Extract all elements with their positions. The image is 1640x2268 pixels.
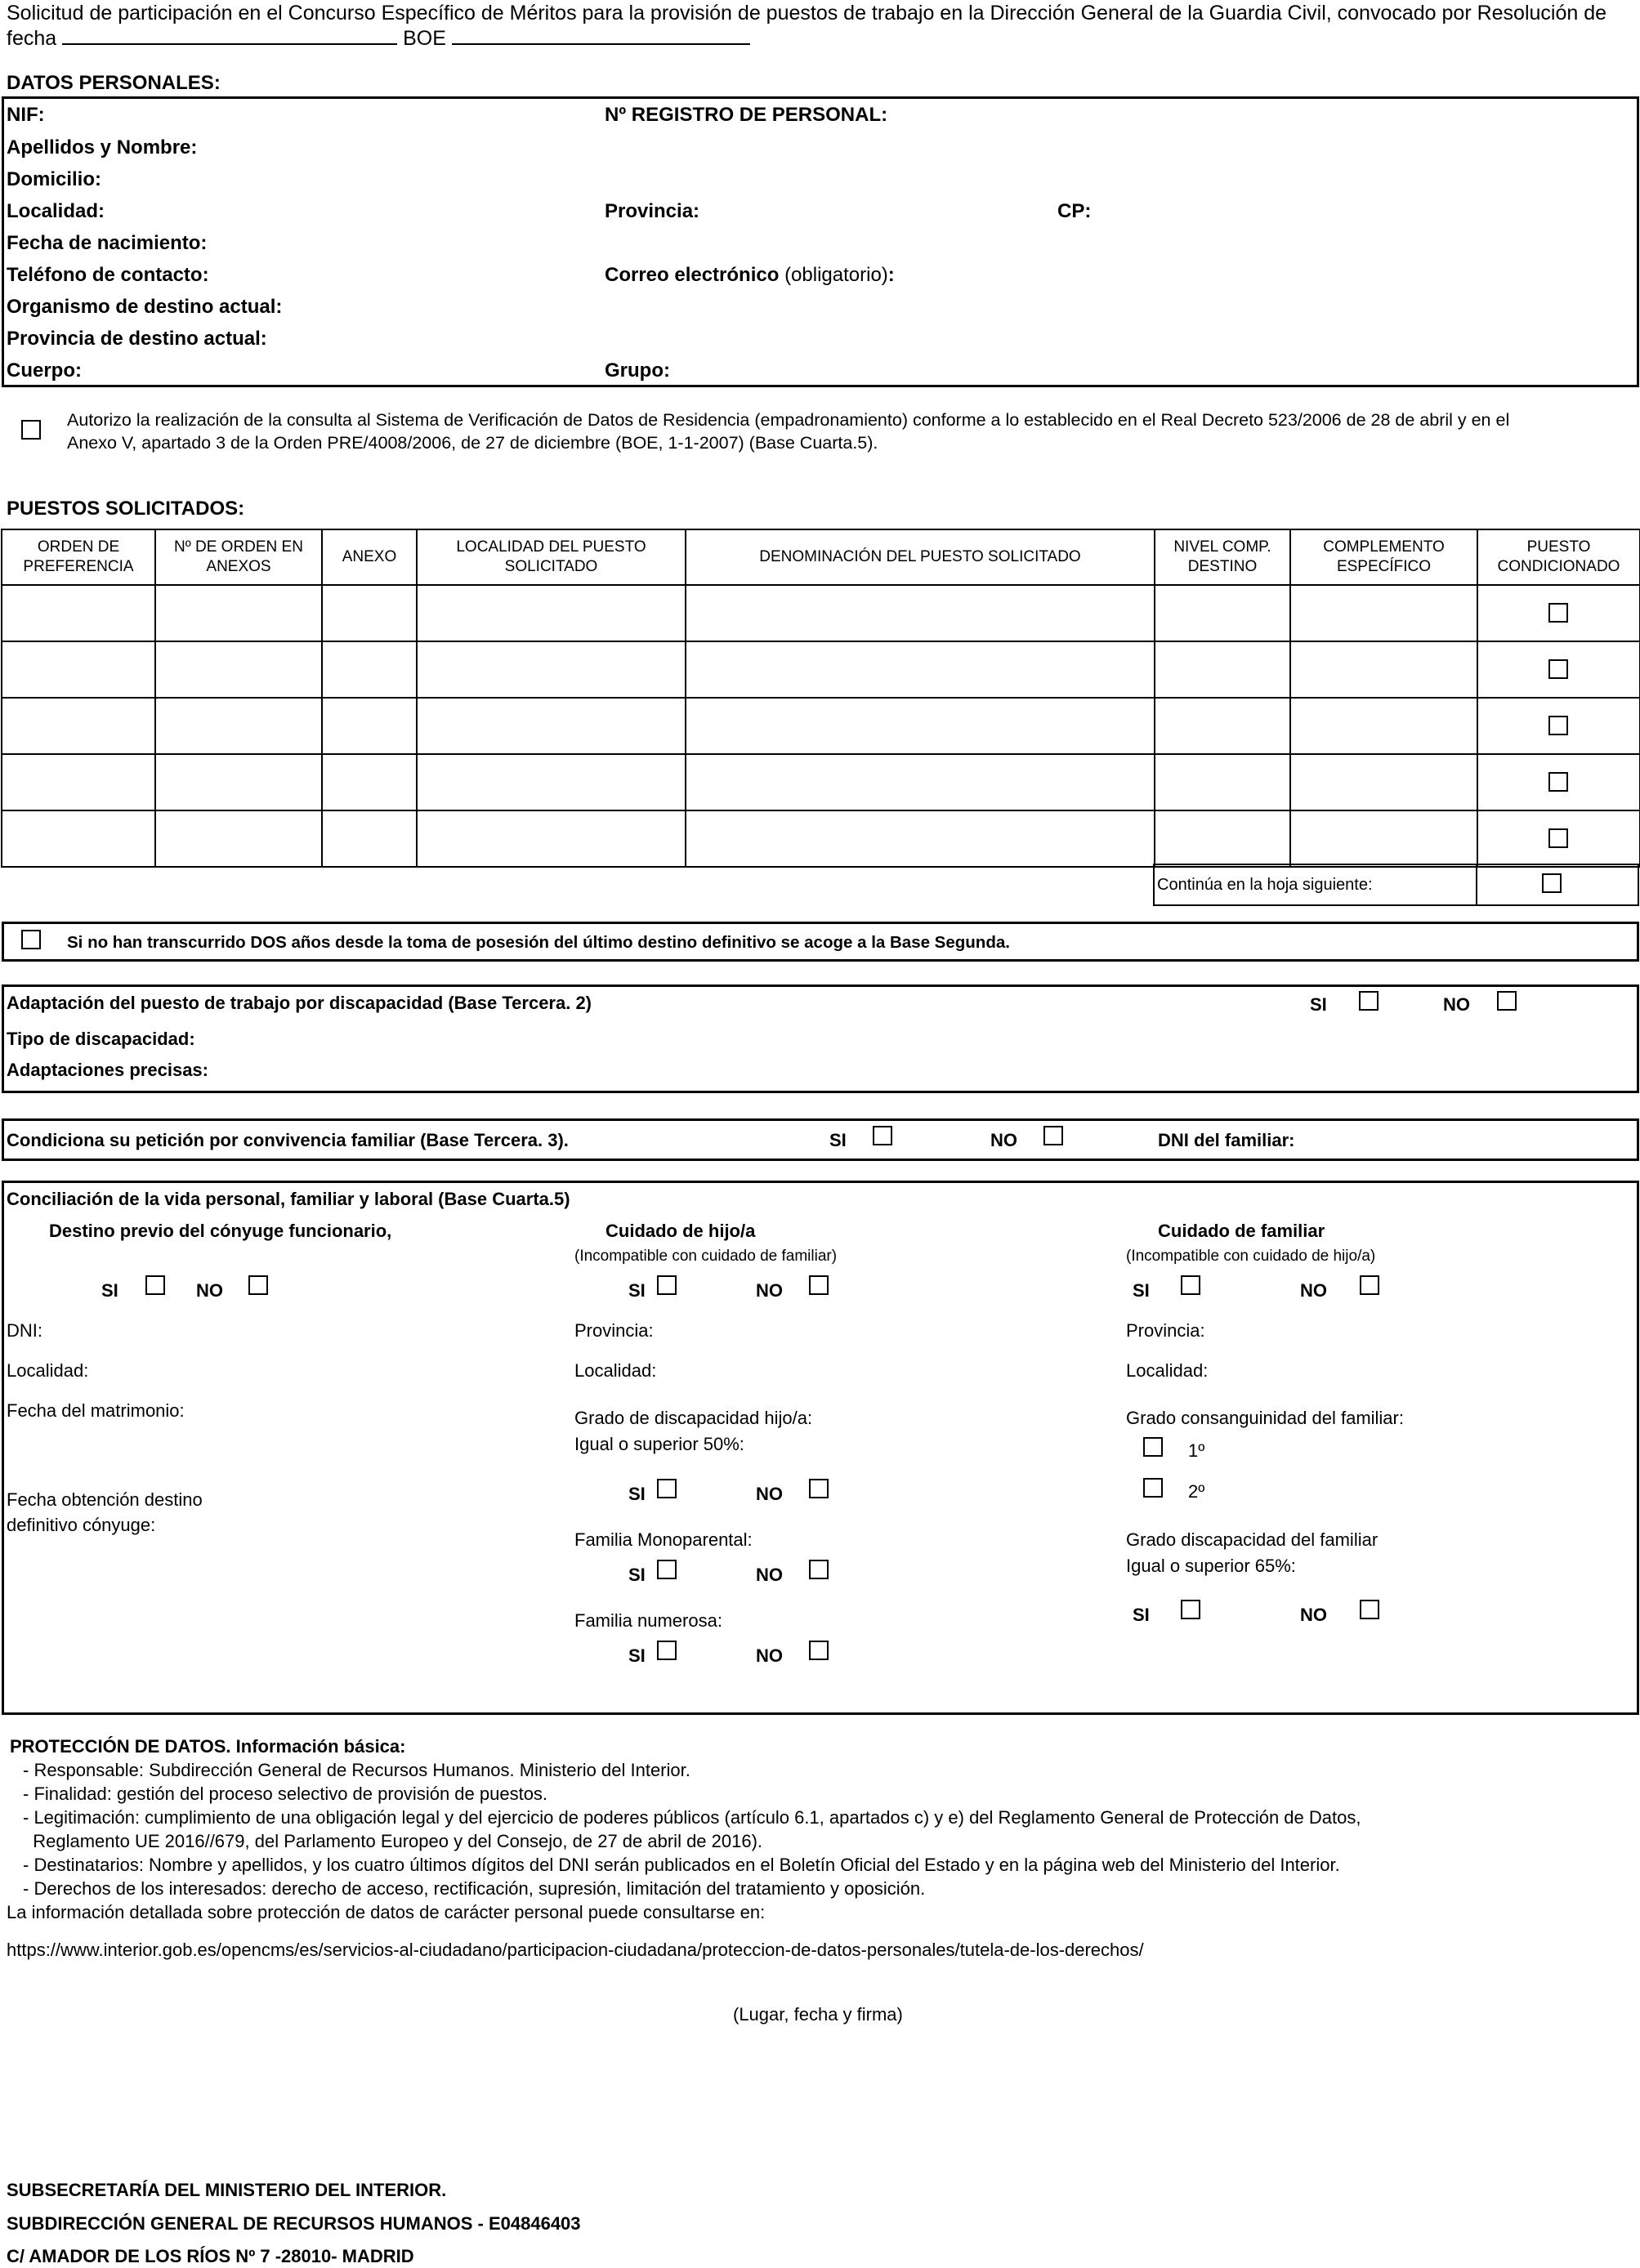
hijo-grado-line1: Grado de discapacidad hijo/a: — [574, 1408, 813, 1428]
cuerpo-label: Cuerpo: — [7, 359, 82, 382]
familiar-note: (Incompatible con cuidado de hijo/a) — [1126, 1248, 1376, 1265]
puestos-header-row — [2, 529, 1640, 585]
proteccion-url[interactable]: https://www.interior.gob.es/opencms/es/servicios-al-ciudadano/participacion-ciudadana/proteccion-de-datos-personales/tutela-de-los-derechos/ — [7, 1940, 1144, 1960]
datos-personales-title: DATOS PERSONALES: — [7, 72, 221, 94]
numerosa-no-label: NO — [756, 1645, 783, 1666]
monoparental-label: Familia Monoparental: — [574, 1529, 753, 1550]
autorizo-line2: Anexo V, apartado 3 de la Orden PRE/4008/2006, de 27 de diciembre (BOE, 1-1-2007) (Base Cuarta.5). — [67, 433, 878, 453]
numerosa-label: Familia numerosa: — [574, 1610, 722, 1631]
table-cell[interactable] — [322, 585, 417, 641]
conyuge-dni-label: DNI: — [7, 1320, 42, 1341]
table-cell[interactable] — [417, 698, 686, 754]
monoparental-si-checkbox[interactable] — [657, 1560, 677, 1579]
table-cell[interactable] — [322, 641, 417, 698]
col-complemento: COMPLEMENTO ESPECÍFICO — [1290, 529, 1477, 585]
hijo-grado-si-checkbox[interactable] — [657, 1479, 677, 1498]
grado1-label: 1º — [1188, 1440, 1205, 1461]
correo-note: (obligatorio) — [784, 264, 888, 286]
footer-line1: SUBSECRETARÍA DEL MINISTERIO DEL INTERIOR. — [7, 2180, 447, 2200]
hijo-grado-si-label: SI — [628, 1484, 646, 1504]
table-cell[interactable] — [686, 641, 1155, 698]
convivencia-si-label: SI — [829, 1130, 847, 1150]
familiar-discap-line1: Grado discapacidad del familiar — [1126, 1529, 1379, 1550]
proteccion-item: - Responsable: Subdirección General de Recursos Humanos. Ministerio del Interior. — [23, 1760, 690, 1780]
col-orden-anexos: Nº DE ORDEN EN ANEXOS — [155, 529, 322, 585]
continua-divider — [1476, 864, 1477, 906]
hijo-grado-no-checkbox[interactable] — [809, 1479, 829, 1498]
col-condicionado: PUESTO CONDICIONADO — [1477, 529, 1640, 585]
condicionado-cell — [1477, 754, 1640, 810]
intro-text: Solicitud de participación en el Concurso Específico de Méritos para la provisión de puestos de trabajo en la Dirección General de la Guardia Civil, convocado por Resolución de — [7, 2, 1607, 25]
table-cell[interactable] — [686, 585, 1155, 641]
numerosa-si-checkbox[interactable] — [657, 1641, 677, 1660]
table-cell[interactable] — [686, 754, 1155, 810]
fecha-obtencion-line1: Fecha obtención destino — [7, 1489, 203, 1510]
hijo-si-checkbox[interactable] — [657, 1275, 677, 1295]
adaptacion-si-label: SI — [1310, 994, 1327, 1015]
conyuge-no-checkbox[interactable] — [248, 1275, 268, 1295]
conyuge-si-label: SI — [101, 1280, 118, 1301]
hijo-no-checkbox[interactable] — [809, 1275, 829, 1295]
familiar-discap-no-checkbox[interactable] — [1360, 1600, 1379, 1619]
boe-label: BOE — [403, 27, 446, 50]
registro-label: Nº REGISTRO DE PERSONAL: — [605, 104, 888, 126]
autorizo-line1: Autorizo la realización de la consulta al Sistema de Verificación de Datos de Residencia (empadronamiento) conforme a lo establecido en el Real Decreto 523/2006 de 28 de abril y en el — [67, 410, 1510, 430]
adaptacion-no-checkbox[interactable] — [1497, 991, 1517, 1011]
adaptaciones-label: Adaptaciones precisas: — [7, 1060, 208, 1080]
base-segunda-checkbox[interactable] — [21, 930, 41, 949]
correo-label — [605, 264, 895, 287]
table-row — [2, 810, 1640, 867]
familiar-no-label: NO — [1300, 1280, 1327, 1301]
consanguinidad-label: Grado consanguinidad del familiar: — [1126, 1408, 1404, 1428]
conyuge-title: Destino previo del cónyuge funcionario, — [49, 1221, 392, 1241]
proteccion-item: Reglamento UE 2016//679, del Parlamento Europeo y del Consejo, de 27 de abril de 2016). — [23, 1831, 763, 1851]
table-cell[interactable] — [1155, 754, 1290, 810]
monoparental-si-label: SI — [628, 1565, 646, 1585]
numerosa-no-checkbox[interactable] — [809, 1641, 829, 1660]
provincia-destino-label: Provincia de destino actual: — [7, 328, 267, 350]
hijo-grado-no-label: NO — [756, 1484, 783, 1504]
table-cell[interactable] — [2, 810, 155, 867]
grado1-checkbox[interactable] — [1143, 1437, 1163, 1457]
condicionado-cell — [1477, 698, 1640, 754]
telefono-label: Teléfono de contacto: — [7, 264, 209, 286]
condicionado-cell — [1477, 585, 1640, 641]
familiar-discap-line2: Igual o superior 65%: — [1126, 1556, 1296, 1576]
hijo-grado-line2: Igual o superior 50%: — [574, 1434, 744, 1454]
hijo-si-label: SI — [628, 1280, 646, 1301]
col-nivel: NIVEL COMP. DESTINO — [1155, 529, 1290, 585]
hijo-title: Cuidado de hijo/a — [606, 1221, 756, 1241]
continua-checkbox[interactable] — [1542, 873, 1562, 893]
organismo-label: Organismo de destino actual: — [7, 296, 283, 318]
table-row — [2, 585, 1640, 641]
table-cell[interactable] — [155, 585, 322, 641]
nif-label: NIF: — [7, 104, 45, 126]
conyuge-localidad-label: Localidad: — [7, 1360, 89, 1381]
conyuge-si-checkbox[interactable] — [145, 1275, 165, 1295]
table-cell[interactable] — [1290, 585, 1477, 641]
monoparental-no-label: NO — [756, 1565, 783, 1585]
table-cell[interactable] — [1290, 810, 1477, 867]
familiar-localidad-label: Localidad: — [1126, 1360, 1209, 1381]
puestos-table — [1, 529, 1640, 868]
familiar-discap-si-checkbox[interactable] — [1181, 1600, 1200, 1619]
condicionado-checkbox[interactable] — [1548, 828, 1568, 848]
table-cell[interactable] — [1290, 641, 1477, 698]
col-orden-preferencia: ORDEN DE PREFERENCIA — [2, 529, 155, 585]
proteccion-item: - Destinatarios: Nombre y apellidos, y los cuatro últimos dígitos del DNI serán publicados en el Boletín Oficial del Estado y en la página web del Ministerio del Interior. — [23, 1855, 1340, 1875]
correo-label-text: Correo electrónico — [605, 264, 780, 286]
base-segunda-text: Si no han transcurrido DOS años desde la toma de posesión del último destino definitivo se acoge a la Base Segunda. — [67, 933, 1010, 952]
table-cell[interactable] — [155, 698, 322, 754]
conyuge-no-label: NO — [196, 1280, 223, 1301]
fecha-label: fecha — [7, 27, 57, 50]
condicionado-cell — [1477, 641, 1640, 698]
grupo-label: Grupo: — [605, 359, 670, 382]
fecha-obtencion-line2: definitivo cónyuge: — [7, 1515, 156, 1535]
monoparental-no-checkbox[interactable] — [809, 1560, 829, 1579]
adaptacion-si-checkbox[interactable] — [1359, 991, 1379, 1011]
table-cell[interactable] — [1155, 810, 1290, 867]
familiar-provincia-label: Provincia: — [1126, 1320, 1205, 1341]
table-row — [2, 641, 1640, 698]
familiar-si-label: SI — [1133, 1280, 1150, 1301]
condicionado-checkbox[interactable] — [1548, 603, 1568, 623]
correo-colon: : — [887, 264, 895, 286]
table-cell[interactable] — [417, 641, 686, 698]
table-cell[interactable] — [2, 641, 155, 698]
footer-line2: SUBDIRECCIÓN GENERAL DE RECURSOS HUMANOS - E04846403 — [7, 2213, 581, 2234]
table-cell[interactable] — [686, 698, 1155, 754]
table-cell[interactable] — [322, 810, 417, 867]
firma-label: (Lugar, fecha y firma) — [733, 2004, 903, 2025]
table-cell[interactable] — [417, 585, 686, 641]
proteccion-item: - Derechos de los interesados: derecho de acceso, rectificación, supresión, limitación del tratamiento y oposición. — [23, 1878, 926, 1899]
boe-blank[interactable] — [452, 25, 750, 45]
table-cell[interactable] — [1290, 754, 1477, 810]
table-cell[interactable] — [417, 754, 686, 810]
grado2-checkbox[interactable] — [1143, 1478, 1163, 1498]
domicilio-label: Domicilio: — [7, 168, 102, 190]
dni-familiar-label: DNI del familiar: — [1158, 1130, 1295, 1150]
table-cell[interactable] — [155, 641, 322, 698]
convivencia-si-checkbox[interactable] — [873, 1126, 892, 1145]
fecha-nacimiento-label: Fecha de nacimiento: — [7, 232, 208, 254]
familiar-discap-no-label: NO — [1300, 1605, 1327, 1625]
autorizo-checkbox[interactable] — [21, 420, 41, 440]
hijo-note: (Incompatible con cuidado de familiar) — [574, 1248, 838, 1265]
table-cell[interactable] — [1155, 641, 1290, 698]
proteccion-title: PROTECCIÓN DE DATOS. Información básica: — [10, 1736, 406, 1757]
fecha-blank[interactable] — [62, 25, 397, 45]
grado2-label: 2º — [1188, 1481, 1205, 1502]
table-cell[interactable] — [322, 698, 417, 754]
condicionado-checkbox[interactable] — [1548, 772, 1568, 792]
table-cell[interactable] — [2, 754, 155, 810]
table-cell[interactable] — [155, 810, 322, 867]
proteccion-item: - Legitimación: cumplimiento de una obligación legal y del ejercicio de poderes públicos (artículo 6.1, apartados c) y e) del Reglamento General de Protección de Datos, — [23, 1807, 1361, 1828]
proteccion-info: La información detallada sobre protección de datos de carácter personal puede consultarse en: — [7, 1902, 766, 1922]
hijo-provincia-label: Provincia: — [574, 1320, 654, 1341]
footer-line3: C/ AMADOR DE LOS RÍOS Nº 7 -28010- MADRID — [7, 2246, 414, 2266]
table-row — [2, 698, 1640, 754]
numerosa-si-label: SI — [628, 1645, 646, 1666]
table-cell[interactable] — [417, 810, 686, 867]
cp-label: CP: — [1057, 200, 1092, 222]
condicionado-checkbox[interactable] — [1548, 659, 1568, 679]
hijo-no-label: NO — [756, 1280, 783, 1301]
table-cell[interactable] — [322, 754, 417, 810]
table-cell[interactable] — [686, 810, 1155, 867]
col-denominacion: DENOMINACIÓN DEL PUESTO SOLICITADO — [686, 529, 1155, 585]
convivencia-title: Condiciona su petición por convivencia familiar (Base Tercera. 3). — [7, 1130, 569, 1150]
hijo-localidad-label: Localidad: — [574, 1360, 657, 1381]
table-cell[interactable] — [2, 698, 155, 754]
familiar-discap-si-label: SI — [1133, 1605, 1150, 1625]
familiar-title: Cuidado de familiar — [1158, 1221, 1325, 1241]
conciliacion-title: Conciliación de la vida personal, familiar y laboral (Base Cuarta.5) — [7, 1189, 570, 1209]
adaptacion-no-label: NO — [1443, 994, 1470, 1015]
condicionado-cell — [1477, 810, 1640, 867]
tipo-discapacidad-label: Tipo de discapacidad: — [7, 1029, 195, 1049]
adaptacion-title: Adaptación del puesto de trabajo por discapacidad (Base Tercera. 2) — [7, 993, 592, 1013]
provincia-label: Provincia: — [605, 200, 700, 222]
table-cell[interactable] — [1155, 585, 1290, 641]
table-cell[interactable] — [1155, 698, 1290, 754]
localidad-label: Localidad: — [7, 200, 105, 222]
table-cell[interactable] — [1290, 698, 1477, 754]
proteccion-item: - Finalidad: gestión del proceso selectivo de provisión de puestos. — [23, 1784, 548, 1804]
table-cell[interactable] — [155, 754, 322, 810]
puestos-title: PUESTOS SOLICITADOS: — [7, 498, 245, 520]
col-anexo: ANEXO — [322, 529, 417, 585]
familiar-no-checkbox[interactable] — [1360, 1275, 1379, 1295]
convivencia-no-label: NO — [990, 1130, 1017, 1150]
fecha-matrimonio-label: Fecha del matrimonio: — [7, 1400, 185, 1421]
convivencia-no-checkbox[interactable] — [1043, 1126, 1063, 1145]
fecha-line — [7, 25, 750, 50]
condicionado-checkbox[interactable] — [1548, 716, 1568, 735]
apellidos-label: Apellidos y Nombre: — [7, 136, 198, 158]
continua-label: Continúa en la hoja siguiente: — [1157, 876, 1373, 894]
familiar-si-checkbox[interactable] — [1181, 1275, 1200, 1295]
col-localidad: LOCALIDAD DEL PUESTO SOLICITADO — [417, 529, 686, 585]
table-row — [2, 754, 1640, 810]
table-cell[interactable] — [2, 585, 155, 641]
